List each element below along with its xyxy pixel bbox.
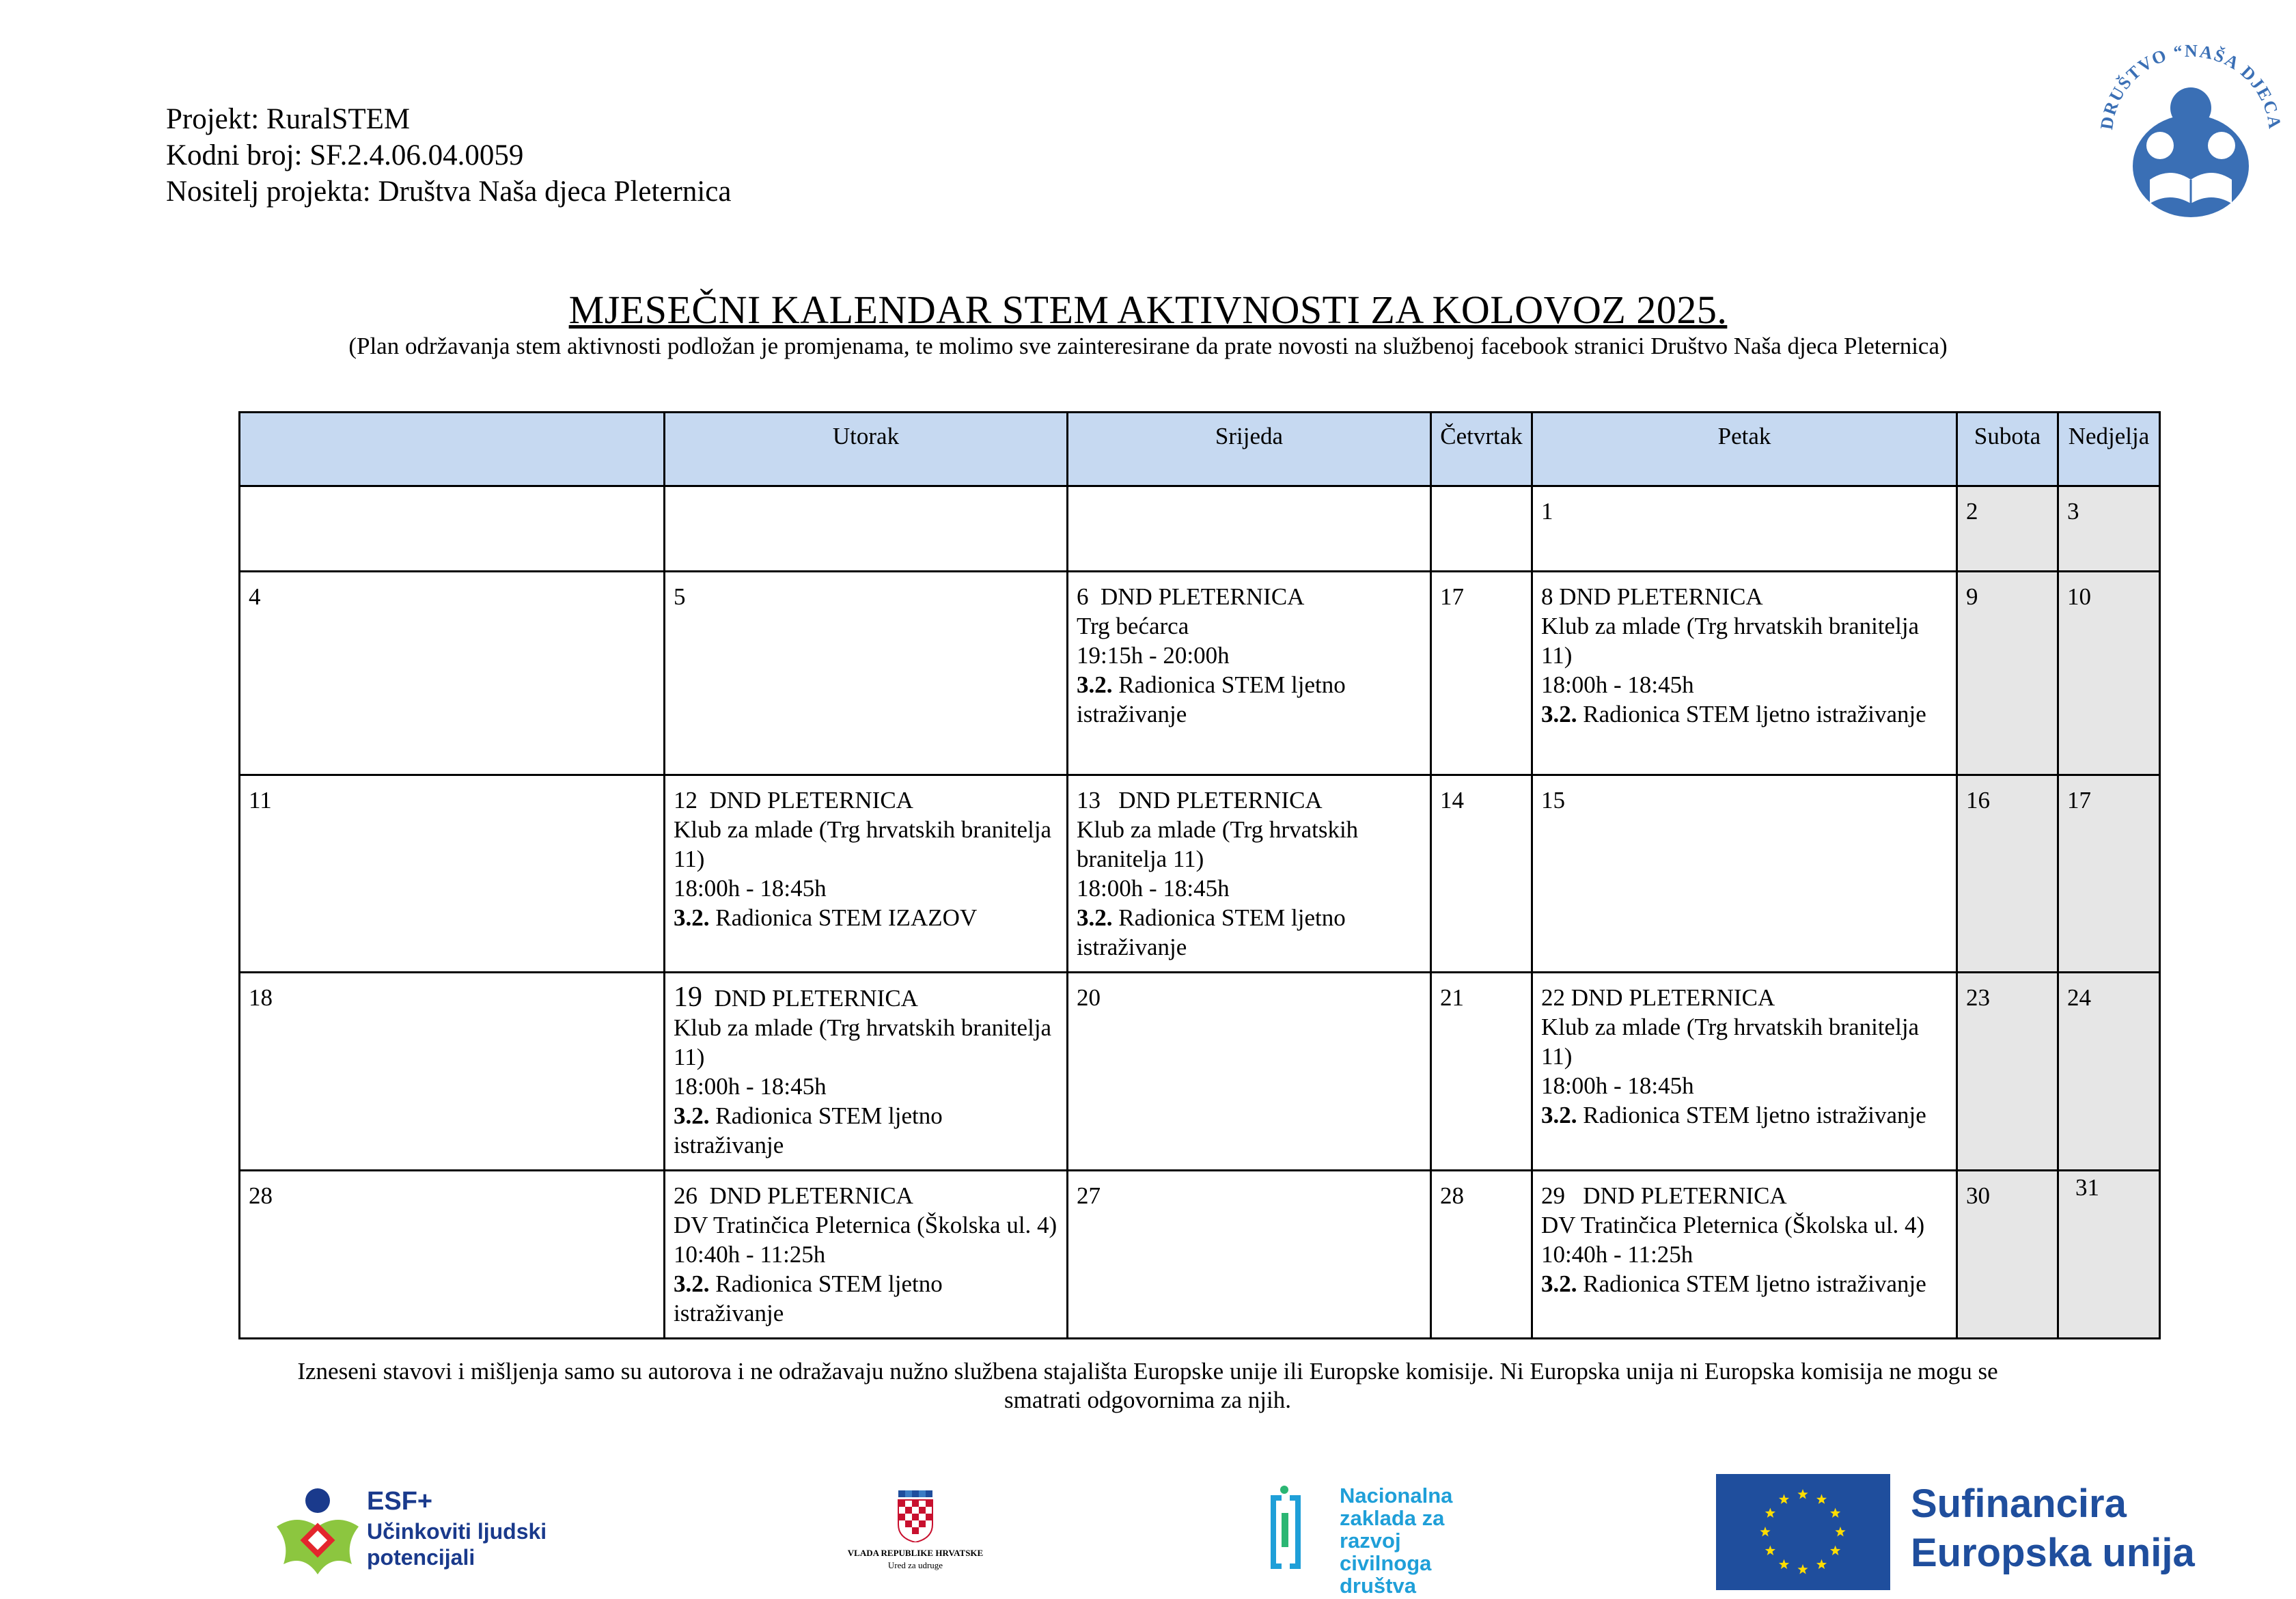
activity-name: Radionica STEM ljetno istraživanje xyxy=(674,1270,943,1326)
day-number: 19 xyxy=(674,982,702,1013)
day-cell xyxy=(1068,486,1431,572)
nacionalna-zaklada-logo xyxy=(1269,1472,1461,1599)
day-cell-event xyxy=(1532,973,1957,1171)
day-cell xyxy=(1431,486,1532,572)
eu-line-2: Europska unija xyxy=(1911,1531,2195,1575)
day-number: 30 xyxy=(1966,1182,1990,1209)
day-cell xyxy=(1431,1171,1532,1339)
day-cell-event xyxy=(665,973,1068,1171)
vlada-logo xyxy=(827,1490,1004,1579)
activity-name: Radionica STEM ljetno istraživanje xyxy=(1583,1102,1926,1128)
nz-bracket-icon xyxy=(1269,1486,1302,1574)
croatian-coat-of-arms-icon xyxy=(897,1490,934,1542)
event-activity xyxy=(1541,1269,1948,1298)
day-number: 17 xyxy=(2067,787,2091,814)
event-time: 18:00h - 18:45h xyxy=(674,1073,827,1100)
day-number: 18 xyxy=(249,984,273,1011)
activity-code: 3.2. xyxy=(1077,671,1113,698)
activity-name: Radionica STEM ljetno istraživanje xyxy=(1077,904,1346,960)
activity-name: Radionica STEM ljetno istraživanje xyxy=(1077,671,1346,727)
project-name: Projekt: RuralSTEM xyxy=(166,103,411,135)
event-heading xyxy=(1541,582,1948,611)
day-cell xyxy=(2058,973,2160,1171)
day-number: 2 xyxy=(1966,498,1978,525)
activity-name: Radionica STEM IZAZOV xyxy=(715,904,978,931)
event-time: 18:00h - 18:45h xyxy=(674,875,827,902)
day-number: 23 xyxy=(1966,984,1990,1011)
activity-code: 3.2. xyxy=(674,1270,710,1297)
calendar-week-row xyxy=(240,775,2160,973)
day-number: 31 xyxy=(2075,1174,2099,1201)
calendar-week-row xyxy=(240,486,2160,572)
day-number: 10 xyxy=(2067,583,2091,610)
event-place: Klub za mlade (Trg hrvatskih branitelja 11) xyxy=(1077,816,1359,872)
vlada-name: VLADA REPUBLIKE HRVATSKE xyxy=(847,1548,984,1558)
event-activity xyxy=(674,1269,1058,1328)
day-cell xyxy=(1957,572,2058,775)
day-cell xyxy=(240,973,665,1171)
day-cell xyxy=(2058,775,2160,973)
esf-subtitle-2: potencijali xyxy=(367,1545,475,1570)
nz-line-3: razvoj xyxy=(1340,1529,1401,1553)
day-number: 28 xyxy=(1440,1182,1464,1209)
day-cell xyxy=(1431,973,1532,1171)
day-cell-event xyxy=(1532,572,1957,775)
calendar-header-cell: Četvrtak xyxy=(1431,413,1532,486)
event-heading xyxy=(1541,1181,1948,1210)
nz-line-2: zaklada za xyxy=(1340,1506,1445,1530)
calendar-table xyxy=(238,411,2161,1339)
calendar-header-row xyxy=(240,413,2160,486)
day-number: 13 xyxy=(1077,787,1101,814)
day-cell xyxy=(1431,775,1532,973)
day-number: 17 xyxy=(1440,583,1464,610)
event-heading xyxy=(1541,983,1948,1012)
day-cell xyxy=(2058,1171,2160,1339)
event-activity xyxy=(1077,903,1422,962)
activity-name: Radionica STEM ljetno istraživanje xyxy=(674,1102,943,1158)
day-number: 27 xyxy=(1077,1182,1101,1209)
calendar-week-row xyxy=(240,973,2160,1171)
day-cell xyxy=(1957,973,2058,1171)
day-cell-event xyxy=(665,1171,1068,1339)
event-heading xyxy=(674,1181,1058,1210)
event-activity xyxy=(1541,1100,1948,1130)
activity-name: Radionica STEM ljetno istraživanje xyxy=(1583,701,1926,727)
day-number: 22 xyxy=(1541,984,1565,1011)
day-number: 3 xyxy=(2067,498,2079,525)
project-holder: Nositelj projekta: Društva Naša djeca Pleternica xyxy=(166,176,732,208)
eu-line-1: Sufinancira xyxy=(1911,1482,2127,1526)
event-place: Klub za mlade (Trg hrvatskih branitelja 11) xyxy=(1541,1014,1920,1070)
esf-title: ESF+ xyxy=(367,1487,433,1516)
esf-subtitle-1: Učinkoviti ljudski xyxy=(367,1519,547,1544)
activity-code: 3.2. xyxy=(674,904,710,931)
calendar-header-cell: Petak xyxy=(1532,413,1957,486)
event-time: 10:40h - 11:25h xyxy=(1541,1241,1693,1268)
activity-code: 3.2. xyxy=(1077,904,1113,931)
day-cell xyxy=(1957,1171,2058,1339)
eu-cofinanced-logo xyxy=(1716,1474,2194,1590)
project-code: Kodni broj: SF.2.4.06.04.0059 xyxy=(166,139,524,171)
activity-code: 3.2. xyxy=(1541,701,1577,727)
esf-emblem-icon xyxy=(270,1486,365,1581)
day-number: 24 xyxy=(2067,984,2091,1011)
esf-logo xyxy=(270,1486,570,1588)
day-cell xyxy=(1532,775,1957,973)
nz-line-1: Nacionalna xyxy=(1340,1484,1453,1507)
day-cell xyxy=(1431,572,1532,775)
day-number: 8 xyxy=(1541,583,1553,610)
day-number: 6 xyxy=(1077,583,1089,610)
event-title: DND PLETERNICA xyxy=(1101,583,1305,610)
event-title: DND PLETERNICA xyxy=(1118,787,1323,814)
calendar-header-cell: Utorak xyxy=(665,413,1068,486)
day-cell xyxy=(240,572,665,775)
event-title: DND PLETERNICA xyxy=(714,985,918,1012)
event-activity xyxy=(674,1101,1058,1160)
activity-code: 3.2. xyxy=(1541,1270,1577,1297)
day-number: 29 xyxy=(1541,1182,1565,1209)
day-number: 11 xyxy=(249,787,272,814)
day-cell xyxy=(240,1171,665,1339)
event-place: Klub za mlade (Trg hrvatskih branitelja 11) xyxy=(674,1014,1052,1070)
event-heading xyxy=(674,983,1058,1013)
event-activity xyxy=(1077,670,1422,729)
nasa-djeca-logo xyxy=(2085,33,2296,238)
event-place: Trg bećarca xyxy=(1077,613,1189,639)
calendar-week-row xyxy=(240,1171,2160,1339)
nz-line-5: društva xyxy=(1340,1574,1416,1598)
day-number: 9 xyxy=(1966,583,1978,610)
calendar-header-cell: Nedjelja xyxy=(2058,413,2160,486)
day-number: 1 xyxy=(1541,498,1553,525)
event-time: 18:00h - 18:45h xyxy=(1077,875,1230,902)
day-number: 5 xyxy=(674,583,686,610)
nz-line-4: civilnoga xyxy=(1340,1551,1432,1575)
day-number: 12 xyxy=(674,787,697,814)
day-cell xyxy=(665,486,1068,572)
day-number: 21 xyxy=(1440,984,1464,1011)
day-number: 4 xyxy=(249,583,261,610)
event-place: DV Tratinčica Pleternica (Školska ul. 4) 10:40h - 11:25h xyxy=(674,1212,1057,1268)
day-number: 20 xyxy=(1077,984,1101,1011)
event-activity xyxy=(674,903,1058,932)
event-title: DND PLETERNICA xyxy=(709,1182,913,1209)
activity-code: 3.2. xyxy=(1541,1102,1577,1128)
event-title: DND PLETERNICA xyxy=(709,787,913,814)
eu-flag-icon xyxy=(1716,1474,1890,1590)
calendar-week-row xyxy=(240,572,2160,775)
event-time: 19:15h - 20:00h xyxy=(1077,642,1230,669)
calendar-header-cell xyxy=(240,413,665,486)
event-title: DND PLETERNICA xyxy=(1583,1182,1787,1209)
event-activity xyxy=(1541,699,1948,729)
logo-arc-text: DRUŠTVO “NAŠA DJECA xyxy=(2097,40,2285,131)
day-number: 15 xyxy=(1541,787,1565,814)
event-heading xyxy=(1077,582,1422,611)
day-cell xyxy=(2058,486,2160,572)
day-cell xyxy=(665,572,1068,775)
event-place: Klub za mlade (Trg hrvatskih branitelja 11) xyxy=(674,816,1052,872)
event-title: DND PLETERNICA xyxy=(1571,984,1775,1011)
project-header xyxy=(166,101,731,210)
day-cell-event xyxy=(1532,1171,1957,1339)
vlada-office: Ured za udruge xyxy=(887,1560,943,1570)
eu-disclaimer: Izneseni stavovi i mišljenja samo su autorova i ne odražavaju nužno službena stajališta Europske unije ili Europske komisije. Ni Europska unija ni Europska komisija ne mogu se smatrati odgovornima za njih. xyxy=(297,1358,1998,1413)
event-place: DV Tratinčica Pleternica (Školska ul. 4) xyxy=(1541,1212,1925,1238)
day-cell-event xyxy=(1068,775,1431,973)
day-cell xyxy=(240,775,665,973)
day-cell xyxy=(2058,572,2160,775)
day-cell xyxy=(1532,486,1957,572)
event-title: DND PLETERNICA xyxy=(1559,583,1763,610)
activity-name: Radionica STEM ljetno istraživanje xyxy=(1583,1270,1926,1297)
day-cell-event xyxy=(1068,572,1431,775)
day-cell-event xyxy=(665,775,1068,973)
day-number: 26 xyxy=(674,1182,697,1209)
event-time: 18:00h - 18:45h xyxy=(1541,671,1694,698)
event-heading xyxy=(1077,785,1422,815)
day-cell xyxy=(1068,1171,1431,1339)
page-title: MJESEČNI KALENDAR STEM AKTIVNOSTI ZA KOLOVOZ 2025. xyxy=(568,288,1728,332)
page-subtitle: (Plan održavanja stem aktivnosti podložan je promjenama, te molimo sve zainteresirane da prate novosti na službenoj facebook stranici Društvo Naša djeca Pleternica) xyxy=(348,333,1948,359)
day-cell xyxy=(1957,486,2058,572)
calendar-header-cell: Srijeda xyxy=(1068,413,1431,486)
activity-code: 3.2. xyxy=(674,1102,710,1129)
day-cell xyxy=(240,486,665,572)
day-cell xyxy=(1957,775,2058,973)
event-place: Klub za mlade (Trg hrvatskih branitelja 11) xyxy=(1541,613,1920,669)
calendar-header-cell: Subota xyxy=(1957,413,2058,486)
day-cell xyxy=(1068,973,1431,1171)
event-time: 18:00h - 18:45h xyxy=(1541,1072,1694,1099)
event-heading xyxy=(674,785,1058,815)
day-number: 28 xyxy=(249,1182,273,1209)
day-number: 16 xyxy=(1966,787,1990,814)
day-number: 14 xyxy=(1440,787,1464,814)
